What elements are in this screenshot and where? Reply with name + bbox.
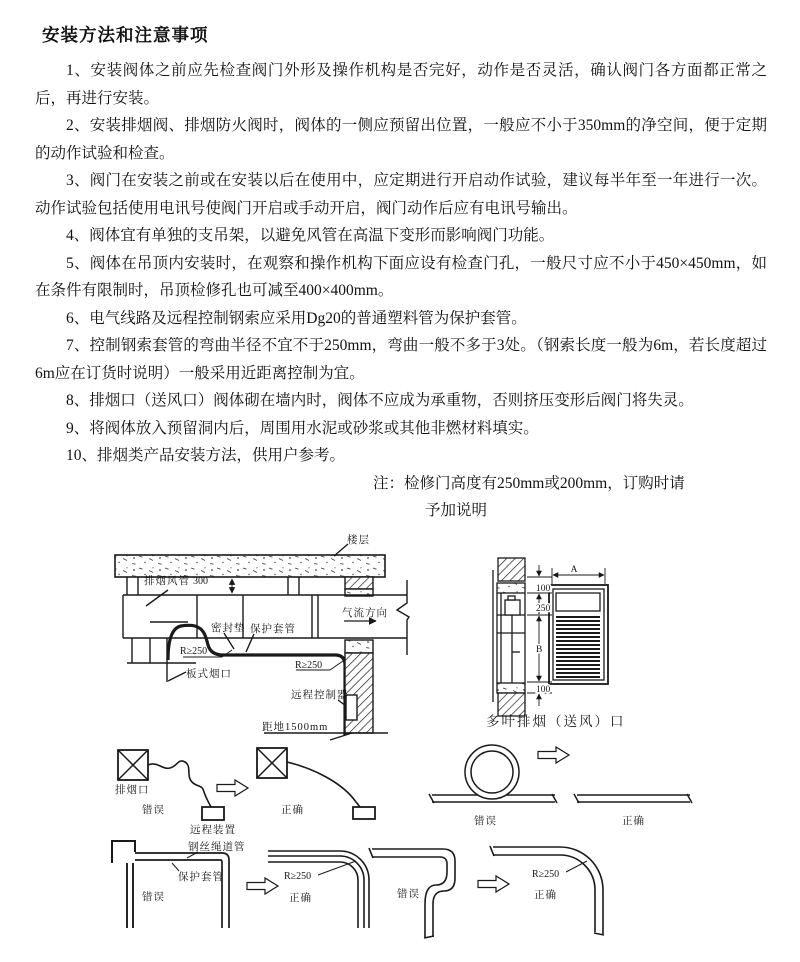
louver-wall-top	[498, 558, 525, 581]
label-radius-right: R≥250	[295, 660, 323, 671]
label-radius-3: R≥250	[284, 871, 312, 882]
example-corner-correct	[268, 851, 369, 928]
arrow-right-3	[247, 878, 278, 894]
label-wrong-1: 错误	[142, 805, 165, 816]
paragraph-2: 2、安装排烟阀、排烟防火阀时，阀体的一侧应预留出位置，一般应不小于350mm的净空间，便于定期的动作试验和检查。	[35, 117, 767, 162]
duct-leader	[146, 590, 168, 606]
access-panel	[556, 593, 600, 611]
arrow-right-1	[217, 780, 248, 796]
label-dim-300: 300	[193, 576, 208, 587]
paragraph-1: 1、安装阀体之前应先检查阀门外形及操作机构是否完好，动作是否灵活，确认阀门各方面都正常之后，再进行安装。	[35, 62, 767, 107]
louver-outlet-diagram	[493, 558, 608, 716]
louver-actuator	[505, 596, 520, 683]
gasket-leader	[224, 633, 234, 649]
label-dim-250: 250	[536, 604, 551, 614]
label-dim-100-bottom: 100	[536, 685, 551, 695]
label-radius-left: R≥250	[180, 646, 208, 657]
paragraph-4: 4、阀体宜有单独的支吊架，以避免风管在高温下变形而影响阀门功能。	[66, 227, 555, 244]
arrow-right-4	[478, 876, 509, 892]
paragraph-7: 7、控制钢索套管的弯曲半径不宜不于250mm，弯曲一般不多于3处。（钢索长度一般为6m，若长度超过6m应在订货时说明）一般采用近距离控制为宜。	[35, 337, 767, 382]
label-floor: 楼层	[347, 535, 370, 546]
plate-outlet-leader	[168, 672, 186, 681]
label-sleeve-2: 保护套管	[178, 872, 224, 883]
label-wrong-4: 错误	[397, 889, 420, 900]
label-sleeve: 保护套管	[250, 624, 296, 635]
louver-lintel-top	[497, 583, 525, 593]
label-correct-2: 正确	[622, 816, 645, 827]
floor-slab	[115, 555, 385, 577]
label-remote-device: 远程装置	[190, 825, 236, 836]
paragraph-8: 8、排烟口（送风口）阀体砌在墙内时，阀体不应成为承重物，否则挤压变形后阀门将失灵。	[66, 392, 694, 409]
wall-upper-hatch	[345, 577, 373, 589]
wall-lower-speck	[345, 640, 373, 653]
example-outlet-correct	[257, 748, 375, 819]
label-plate-outlet: 板式烟口	[186, 669, 232, 680]
louver-caption: 多叶排烟（送风）口	[486, 714, 626, 729]
label-duct: 排烟风管	[144, 576, 190, 587]
wall-lower-hatch	[345, 653, 373, 733]
label-wrong-3: 错误	[142, 892, 165, 903]
paragraph-6: 6、电气线路及远程控制钢索应采用Dg20的普通塑料管为保护套管。	[66, 309, 527, 327]
label-gasket: 密封垫	[211, 623, 246, 634]
arrow-right-2	[538, 747, 569, 763]
note-line-2: 予加说明	[425, 501, 488, 519]
example-corner-wrong	[112, 841, 229, 928]
label-dim-b: B	[536, 645, 543, 655]
label-dim-a: A	[570, 565, 578, 575]
ground-line	[264, 733, 388, 740]
label-airflow: 气流方向	[342, 608, 388, 619]
duct-break-symbol	[397, 580, 409, 655]
label-correct-3: 正确	[289, 893, 312, 904]
louver-lintel-bottom	[497, 683, 525, 693]
label-smoke-outlet: 排烟口	[115, 785, 150, 796]
label-dim-100-top: 100	[536, 584, 551, 594]
paragraph-9: 9、将阀体放入预留洞内后，周围用水泥或砂浆或其他非燃材料填实。	[66, 419, 539, 437]
example-loop-correct	[574, 794, 692, 803]
paragraph-10: 10、排烟类产品安装方法，供用户参考。	[66, 447, 346, 464]
label-radius-4: R≥250	[532, 869, 560, 880]
louver-front-view	[549, 568, 608, 684]
installation-diagrams	[0, 530, 800, 962]
label-correct-4: 正确	[534, 890, 557, 901]
note-line-1: 注：检修门高度有250mm或200mm，订购时请	[373, 474, 685, 492]
page-title: 安装方法和注意事项	[42, 25, 209, 45]
label-correct-1: 正确	[281, 805, 304, 816]
control-cable	[168, 625, 345, 735]
paragraph-3: 3、阀门在安装之前或在安装以后在使用中，应定期进行开启动作试验，建议每半年至一年进行一次。动作试验包括使用电讯号使阀门开启或手动开启，阀门动作后应有电讯号输出。	[35, 172, 767, 217]
louver-blades	[556, 617, 600, 677]
label-floor-height: 距地1500mm	[262, 722, 329, 733]
label-wire-conduit: 钢丝绳道管	[188, 842, 246, 853]
label-wrong-2: 错误	[474, 816, 497, 827]
label-remote-controller: 远程控制器	[291, 690, 349, 701]
paragraph-5: 5、阀体在吊顶内安装时，在观察和操作机构下面应设有检查门孔，一般尺寸应不小于450×450mm，如在条件有限制时，吊顶检修孔也可减至400×400mm。	[35, 254, 767, 299]
sleeve-leader	[246, 634, 254, 652]
main-install-diagram	[115, 544, 409, 740]
dim-a-lines	[552, 568, 605, 584]
louver-wall-bottom	[498, 693, 525, 716]
